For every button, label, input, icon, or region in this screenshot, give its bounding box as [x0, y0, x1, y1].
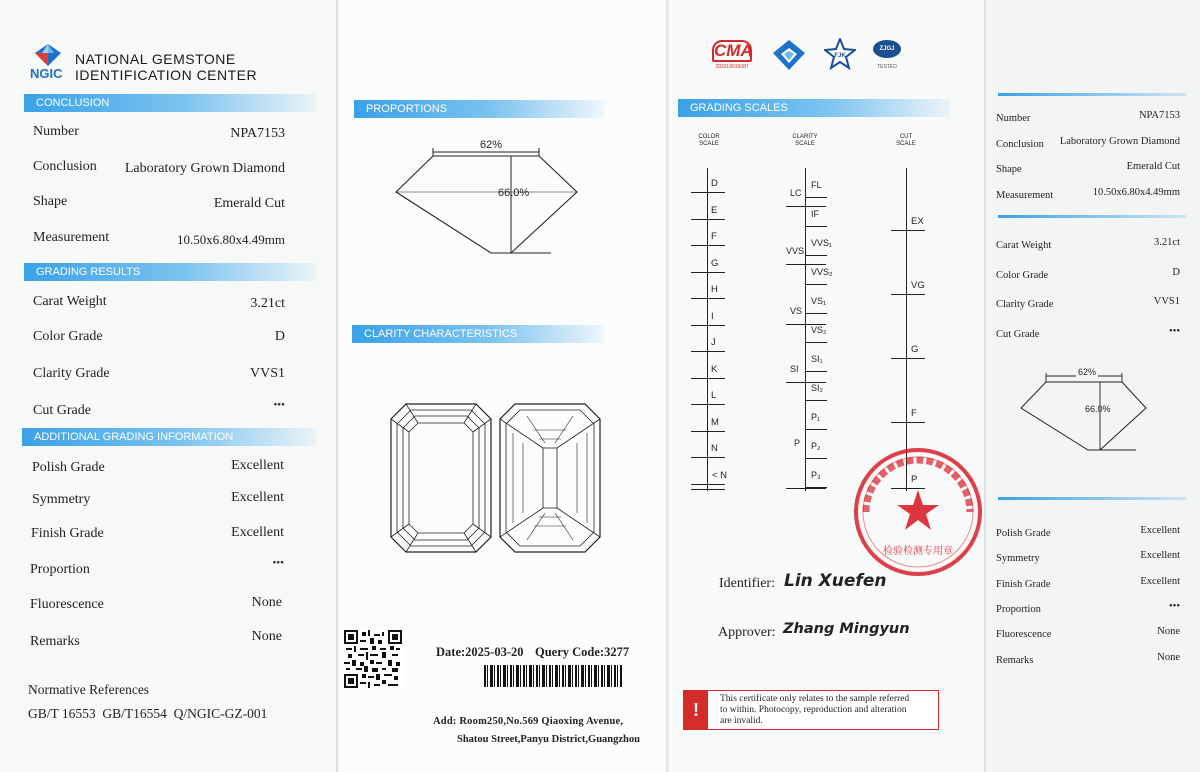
summary-label: Measurement [996, 189, 1054, 201]
warning-box [683, 690, 939, 730]
color-grade-label: < N [712, 469, 728, 481]
clarity-grade-label: VVS₂ [811, 267, 833, 277]
identifier-label: Identifier: [719, 576, 775, 591]
summary-label: Color Grade [996, 269, 1049, 281]
label-polish: Polish Grade [32, 460, 105, 475]
clarity-group-divider [786, 488, 826, 489]
color-scale-tick [691, 219, 725, 220]
summary-row [996, 525, 1180, 542]
clarity-plot-pavilion [499, 403, 601, 553]
report-date: Date:2025-03-20 [436, 645, 524, 659]
clarity-grade-label: SI₁ [811, 354, 823, 364]
summary-label: Number [996, 113, 1031, 124]
ngic-logo-icon [773, 40, 805, 70]
color-scale-tick [691, 404, 725, 405]
color-scale-axis [707, 168, 708, 491]
summary-value: NPA7153 [1138, 110, 1180, 121]
normative-refs: GB/T 16553 GB/T16554 Q/NGIC-GZ-001 [28, 706, 268, 721]
clarity-grade-label: P₃ [811, 470, 821, 480]
label-proportion: Proportion [30, 562, 90, 577]
summary-row [996, 135, 1180, 153]
summary-bottom-rule [998, 497, 1186, 500]
color-scale-tick [691, 431, 725, 432]
clarity-group-label: VVS [786, 246, 805, 256]
value-remarks: None [251, 629, 282, 644]
summary-value: Excellent [1140, 525, 1180, 536]
label-carat: Carat Weight [33, 294, 107, 309]
color-grade-label: N [711, 443, 718, 454]
org-name-line2: IDENTIFICATION CENTER [75, 67, 258, 83]
cut-grade-label: EX [911, 216, 924, 227]
summary-table-percent: 62% [1078, 367, 1097, 377]
color-scale-tick [691, 298, 725, 299]
barcode[interactable] [484, 665, 622, 687]
value-carat: 3.21ct [250, 296, 285, 311]
cut-scale-axis [906, 168, 907, 491]
clarity-characteristics-band: CLARITY CHARACTERISTICS [352, 325, 604, 343]
table-percent: 62% [480, 139, 503, 151]
zjgj-logo [870, 40, 904, 70]
value-measurement: 10.50x6.80x4.49mm [177, 232, 285, 247]
color-scale-title-2: SCALE [699, 141, 719, 147]
summary-row [996, 626, 1180, 643]
summary-value: 3.21ct [1154, 237, 1180, 248]
grading-results-band: GRADING RESULTS [24, 263, 316, 281]
summary-value: None [1157, 651, 1180, 663]
color-grade-label: D [711, 178, 718, 189]
warning-line1: This certificate only relates to the sample referred [720, 694, 910, 704]
summary-panel [984, 0, 1200, 772]
summary-value: Emerald Cut [1126, 161, 1180, 172]
qr-code[interactable] [344, 630, 402, 688]
summary-row [996, 600, 1180, 618]
summary-row [996, 161, 1180, 178]
summary-row [996, 296, 1180, 313]
warning-line2: to within. Photocopy, reproduction and alteration [720, 705, 907, 715]
color-scale-tick [691, 192, 725, 193]
clarity-grade-label: P₁ [811, 412, 821, 422]
clarity-group-label: SI [790, 364, 799, 374]
conclusion-band: CONCLUSION [24, 94, 316, 112]
cut-scale-title [886, 134, 926, 148]
cut-grade-label: F [911, 408, 917, 419]
clarity-grade-label: FL [811, 180, 822, 190]
fjk-star-logo [824, 38, 856, 70]
summary-label: Shape [996, 164, 1022, 175]
summary-label: Finish Grade [996, 578, 1051, 590]
summary-value: Excellent [1140, 575, 1180, 587]
label-symmetry: Symmetry [32, 492, 91, 507]
summary-top-rule [998, 93, 1186, 96]
cut-grade-label: P [911, 474, 918, 485]
value-symmetry: Excellent [231, 490, 284, 505]
color-grade-label: H [711, 284, 718, 295]
grading-scales-panel [666, 0, 984, 772]
clarity-scale-axis [805, 168, 806, 491]
value-finish: Excellent [231, 525, 284, 540]
value-color: D [274, 329, 285, 344]
color-scale-tick [691, 272, 725, 273]
clarity-scale-tick [805, 400, 827, 401]
clarity-plot-crown [390, 403, 492, 553]
clarity-scale-tick [805, 342, 827, 343]
value-cut: ••• [273, 399, 285, 411]
label-number: Number [33, 124, 79, 139]
summary-value: ••• [1168, 325, 1180, 337]
summary-value: 10.50x6.80x4.49mm [1092, 186, 1180, 198]
cut-scale-tick [891, 422, 925, 423]
color-grade-label: M [711, 416, 719, 428]
color-grade-label: K [711, 363, 718, 375]
color-grade-label: I [711, 310, 714, 322]
cut-scale-tick [891, 488, 925, 489]
label-conclusion: Conclusion [33, 159, 97, 174]
color-grade-label: L [711, 390, 717, 401]
label-remarks: Remarks [30, 634, 80, 649]
color-grade-label: J [711, 337, 716, 348]
color-scale-tick [691, 325, 725, 326]
value-polish: Excellent [231, 458, 284, 473]
summary-row [996, 550, 1180, 567]
warning-line3: are invalid. [720, 716, 763, 726]
color-grade-label: E [711, 204, 718, 216]
color-scale-tick [691, 489, 725, 490]
clarity-scale-tick [805, 371, 827, 372]
summary-row [996, 186, 1180, 204]
clarity-scale-title [785, 134, 825, 148]
summary-label: Fluorescence [996, 629, 1052, 641]
value-proportion: ••• [272, 557, 284, 569]
clarity-group-divider [786, 324, 826, 325]
address-line1: Add: Room250,No.569 Qiaoxing Avenue, [433, 716, 624, 727]
summary-row [996, 237, 1180, 254]
value-fluorescence: None [251, 595, 282, 610]
label-clarity: Clarity Grade [33, 366, 110, 381]
summary-value: None [1157, 626, 1180, 638]
label-cut: Cut Grade [33, 403, 91, 418]
value-conclusion: Laboratory Grown Diamond [124, 161, 285, 176]
summary-label: Carat Weight [996, 240, 1052, 251]
summary-value: D [1172, 266, 1180, 278]
org-name-line1: NATIONAL GEMSTONE [75, 51, 236, 67]
grading-scales-band: GRADING SCALES [678, 99, 950, 117]
cut-grade-label: G [911, 344, 919, 355]
cut-scale-title-1: CUT [899, 134, 913, 140]
clarity-scale-title-1: CLARITY [792, 134, 818, 140]
summary-value: Laboratory Grown Diamond [1059, 135, 1180, 147]
proportions-band: PROPORTIONS [354, 100, 604, 118]
normative-title: Normative References [28, 682, 150, 697]
color-scale-tick [691, 457, 725, 458]
summary-label: Proportion [996, 603, 1041, 615]
clarity-grade-label: VS₂ [811, 325, 827, 335]
summary-row [996, 110, 1180, 127]
fjk-text: FJK [834, 53, 846, 59]
warning-icon: ! [684, 691, 708, 729]
clarity-grade-label: IF [811, 209, 819, 219]
clarity-grade-label: P₂ [811, 441, 821, 451]
clarity-group-divider [786, 206, 826, 207]
proportions-panel [336, 0, 666, 772]
value-number: NPA7153 [230, 126, 285, 141]
ngic-logo-text: NGIC [30, 66, 63, 81]
proportion-diagram [391, 140, 591, 260]
label-color: Color Grade [33, 329, 103, 344]
summary-row [996, 266, 1180, 284]
clarity-scale-tick [805, 197, 827, 198]
approver-label: Approver: [718, 625, 776, 640]
summary-label: Symmetry [996, 553, 1040, 565]
depth-percent: 66.0% [498, 187, 530, 199]
clarity-group-label: VS [790, 306, 803, 316]
label-finish: Finish Grade [31, 526, 104, 541]
summary-row [996, 325, 1180, 343]
zjgj-badge: ZJGJ [873, 40, 901, 58]
ngic-diamond-logo [35, 44, 61, 66]
color-grade-label: G [711, 257, 719, 269]
color-scale-tick [691, 484, 725, 485]
summary-label: Clarity Grade [996, 299, 1054, 310]
clarity-scale-tick [805, 226, 827, 227]
cut-scale-tick [891, 294, 925, 295]
color-scale-tick [691, 245, 725, 246]
summary-label: Remarks [996, 654, 1034, 666]
query-code: Query Code:3277 [535, 645, 630, 659]
clarity-scale-tick [805, 284, 827, 285]
approver-signature: Zhang Mingyun [783, 621, 910, 637]
summary-label: Conclusion [996, 138, 1044, 150]
label-shape: Shape [33, 194, 68, 209]
value-clarity: VVS1 [249, 366, 285, 381]
summary-proportion-diagram [1018, 372, 1150, 454]
clarity-grade-label: VVS₁ [811, 238, 833, 248]
additional-info-band: ADDITIONAL GRADING INFORMATION [22, 428, 316, 446]
clarity-scale-tick [805, 313, 827, 314]
summary-value: VVS1 [1153, 296, 1180, 307]
color-scale-title-1: COLOR [698, 134, 720, 140]
clarity-scale-tick [805, 255, 827, 256]
cma-logo-text: CMA [714, 41, 753, 60]
clarity-grade-label: SI₂ [811, 383, 823, 393]
clarity-scale-tick [805, 429, 827, 430]
summary-label: Polish Grade [996, 528, 1051, 539]
clarity-group-divider [786, 264, 826, 265]
summary-value: ••• [1168, 600, 1180, 612]
clarity-scale-title-2: SCALE [795, 141, 815, 147]
summary-mid-rule [998, 215, 1186, 218]
clarity-scale-tick [805, 458, 827, 459]
label-fluorescence: Fluorescence [30, 597, 104, 612]
color-scale-title [689, 134, 729, 148]
label-measurement: Measurement [33, 230, 110, 245]
color-grade-label: F [711, 231, 717, 242]
official-seal [852, 446, 984, 578]
address-line2: Shatou Street,Panyu District,Guangzhou [457, 734, 640, 745]
summary-label: Cut Grade [996, 328, 1040, 340]
seal-text: 检验检测专用章 [883, 546, 953, 557]
cma-logo [712, 40, 752, 70]
cma-number: 202019015087 [715, 64, 749, 70]
summary-value: Excellent [1140, 550, 1180, 562]
cut-scale-tick [891, 230, 925, 231]
summary-row [996, 575, 1180, 593]
cut-scale-tick [891, 358, 925, 359]
color-scale-tick [691, 378, 725, 379]
summary-row [996, 651, 1180, 669]
color-scale-tick [691, 351, 725, 352]
identifier-signature: Lin Xuefen [784, 571, 887, 591]
clarity-group-label: P [794, 438, 801, 448]
clarity-grade-label: VS₁ [811, 296, 827, 306]
report-panel-main [0, 0, 336, 772]
clarity-group-label: LC [790, 188, 802, 198]
cut-grade-label: VG [911, 280, 925, 291]
clarity-group-divider [786, 382, 826, 383]
tested-text: TESTED [877, 64, 897, 70]
cut-scale-title-2: SCALE [896, 141, 916, 147]
summary-depth-percent: 66.0% [1085, 404, 1111, 414]
value-shape: Emerald Cut [213, 196, 285, 211]
